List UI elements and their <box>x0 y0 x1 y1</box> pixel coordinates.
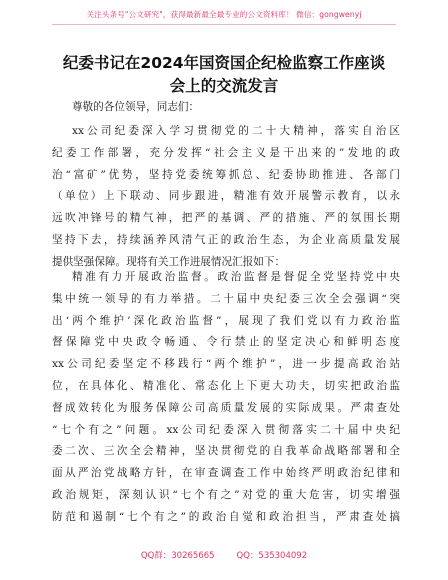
paragraph-line: xx公司纪委深入学习贯彻党的二十大精神，落实自治区 <box>72 125 400 137</box>
paragraph-line: 督成效转化为服务保障公司高质量发展的实际成果。严肃查处 <box>52 401 400 414</box>
document-title <box>48 52 400 98</box>
paragraph-line: 坚持下去，持续涵养风清气正的政治生态，为企业高质量发展 <box>52 233 400 246</box>
title-line-1: 纪委书记在2024年国资国企纪检监察工作座谈 <box>62 54 386 72</box>
header-promo-banner: 关注头条号"公文研究"，获得最新最全最专业的公文资料库！ 微信：gongwenyj <box>86 10 362 19</box>
paragraph-line: 纪委工作部署，充分发挥“社会主义是干出来的”发地的政 <box>52 146 400 159</box>
footer-contact <box>0 549 448 561</box>
paragraph-line: 集中统一领导的有力举措。二十届中央纪委三次全会强调“突 <box>52 292 400 305</box>
paragraph-line: 委二次、三次全会精神，坚决贯彻党的自我革命战略部署和全 <box>52 445 400 458</box>
paragraph-line: 提供坚强保障。现将有关工作进展情况汇报如下： <box>52 255 286 268</box>
paragraph-line: 出‘两个维护’深化政治监督”，展现了我们党以有力政治监 <box>52 314 400 327</box>
paragraph-line: 精准有力开展政治监督。政治监督是督促全党坚持党中央 <box>72 271 400 283</box>
salutation: 尊敬的各位领导，同志们： <box>72 101 200 113</box>
paragraph-1 <box>52 121 400 274</box>
paragraph-line: 面从严治党战略方针，在审查调查工作中始终严明政治纪律和 <box>52 467 400 480</box>
paragraph-line: 督保障党中央政令畅通、令行禁止的坚定决心和鲜明态度 <box>52 336 400 349</box>
paragraph-line: 位，在具体化、精准化、常态化上下更大功夫，切实把政治监 <box>52 379 400 392</box>
paragraph-line: 远吹冲锋号的精气神，把严的基调、严的措施、严的氛围长期 <box>52 212 400 225</box>
paragraph-line: xx公司纪委坚定不移践行“两个维护”，进一步提高政治站 <box>52 358 400 371</box>
paragraph-line: （单位）上下联动、同步跟进，精准有效开展警示教育，以永 <box>52 190 400 203</box>
paragraph-line: 治“富矿”优势，坚持党委统筹抓总、纪委协助推进、各部门 <box>52 168 400 181</box>
footer-qq: QQ：535304092 <box>236 551 308 561</box>
paragraph-line: 政治规矩，深刻认识“七个有之”对党的重大危害，切实增强 <box>52 488 400 501</box>
footer-qq-group: QQ群：30265665 <box>140 551 215 561</box>
paragraph-2 <box>52 267 400 529</box>
paragraph-line: “七个有之”问题。xx公司纪委深入贯彻落实二十届中央纪 <box>52 423 400 436</box>
header-divider <box>52 24 396 25</box>
title-line-2: 会上的交流发言 <box>169 77 279 95</box>
paragraph-line: 防范和遏制“七个有之”的政治自觉和政治担当，严肃查处搞 <box>52 510 400 523</box>
